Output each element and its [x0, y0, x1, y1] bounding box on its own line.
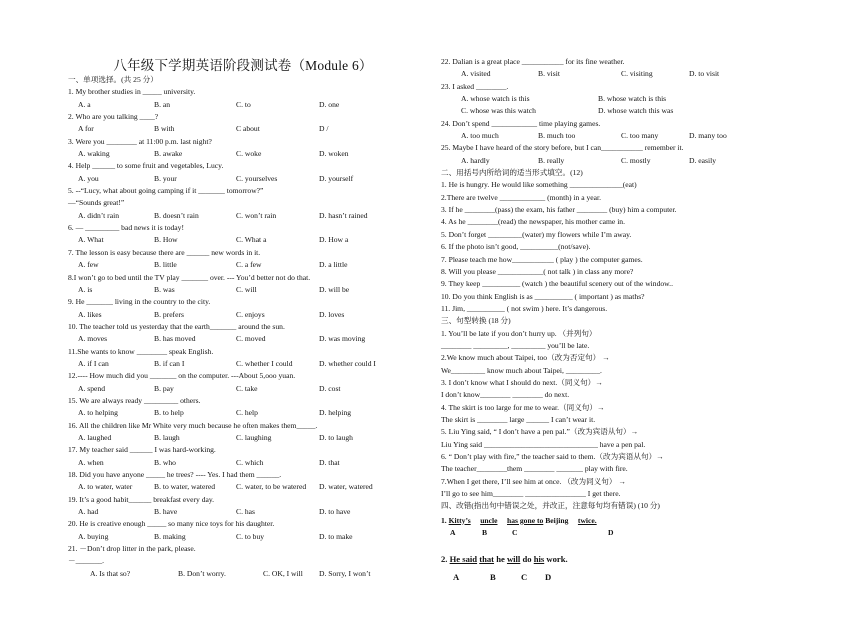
question-line: 19. It’s a good habit______ breakfast every day. [68, 494, 215, 504]
answer-option: C. to [236, 99, 251, 109]
answer-option: D. yourself [319, 173, 354, 183]
answer-option: D. that [319, 457, 340, 467]
question-line: 11.She wants to know ________ speak English. [68, 346, 214, 356]
question-line: 二、用括号内所给词的适当形式填空。(12) [441, 168, 583, 178]
question-line: 7. The lesson is easy because there are ______ new words in it. [68, 247, 261, 257]
answer-option: A. to helping [78, 408, 118, 418]
answer-option: B. have [154, 507, 178, 517]
question-line: 4. The skirt is too large for me to wear.（同义句）→ [441, 402, 605, 412]
question-line: 3. I don’t know what I should do next.（同义句）→ [441, 377, 603, 387]
answer-option: A. too much [461, 131, 499, 141]
answer-option: D. to laugh [319, 432, 353, 442]
answer-option: C. woke [236, 149, 262, 159]
question-line: 9. He _______ living in the country to the city. [68, 297, 211, 307]
answer-option: B. really [538, 155, 565, 165]
question-line: 4. Help ______ to some fruit and vegetables, Lucy. [68, 161, 224, 171]
right-questions [441, 56, 801, 513]
answer-options [68, 99, 418, 111]
question-line: 2.We know much about Taipei, too（改为否定句） → [441, 353, 610, 363]
answer-options [68, 210, 418, 222]
answer-options [441, 105, 801, 117]
answer-options [68, 309, 418, 321]
question-line: 5. Liu Ying said, “ I don’t have a pen pal.”（改为宾语从句）→ [441, 427, 639, 437]
answer-option: B. doesn’t rain [154, 210, 199, 220]
question-line: 12.---- How much did you _______ on the computer. ---About 5,ooo yuan. [68, 371, 296, 381]
answer-option: A. moves [78, 334, 108, 344]
answer-option: B. has moved [154, 334, 196, 344]
answer-options [68, 358, 418, 370]
answer-option: B. much too [538, 131, 576, 141]
answer-option: D. helping [319, 408, 352, 418]
answer-option: D. cost [319, 383, 341, 393]
error-correction-1: 1. Kitty’s uncle has gone to Beijing twice. [441, 515, 597, 525]
question-line: I’ll go to see him________ ________________ I get there. [441, 489, 621, 499]
question-line: 25. Maybe I have heard of the story before, but I can___________ remember it. [441, 143, 684, 153]
answer-option: A. Is that so? [90, 568, 131, 578]
answer-option: D. was moving [319, 334, 366, 344]
answer-option: B. prefers [154, 309, 184, 319]
answer-option: A. when [78, 457, 104, 467]
right-column [441, 0, 801, 587]
answer-option: A. waking [78, 149, 110, 159]
question-line: 6. If the photo isn’t good, __________(not/save). [441, 242, 591, 252]
question-line: 16. All the children like Mr White very much because he often makes them_____. [68, 420, 318, 430]
answer-option: A. if I can [78, 358, 109, 368]
question-line: 三、句型转换 (18 分) [441, 316, 511, 326]
answer-option: C. yourselves [236, 173, 278, 183]
answer-option: D. loves [319, 309, 345, 319]
question-line: 22. Dalian is a great place ___________ for its fine weather. [441, 57, 625, 66]
answer-option: D. many too [689, 131, 727, 141]
answer-option: B with [154, 124, 175, 134]
answer-option: D / [319, 124, 329, 134]
question-line: The teacher________them ________ _______ play with fire. [441, 464, 628, 474]
answer-option: A. didn’t rain [78, 210, 119, 220]
answer-option: B. making [154, 531, 186, 541]
answer-option: D. a little [319, 260, 348, 270]
answer-option: D. will be [319, 284, 350, 294]
question-line: 1. He is hungry. He would like something ______________(eat) [441, 180, 637, 190]
answer-option: B. awake [154, 149, 183, 159]
answer-option: C. What a [236, 235, 267, 245]
question-line: 21. －Don’t drop litter in the park, please. [68, 544, 196, 554]
question-line: The skirt is ________ large ______ I can’t wear it. [441, 414, 596, 424]
question-line: 15. We are always ready _________ others. [68, 395, 201, 405]
answer-option: C. laughing [236, 432, 272, 442]
answer-option: A. visited [461, 69, 491, 79]
answer-option: A. had [78, 507, 99, 517]
question-line: Liu Ying said ______________________________ have a pen pal. [441, 439, 646, 449]
answer-option: B. was [154, 284, 175, 294]
answer-option: A. to water, water [78, 482, 133, 492]
answer-option: C about [236, 124, 260, 134]
question-line: 一、单项选择。(共 25 分） [68, 75, 158, 84]
question-line: ________ _________, _________ you’ll be late. [441, 340, 590, 350]
answer-options [441, 155, 801, 167]
question-line: 3. Were you ________ at 11:00 p.m. last night? [68, 136, 212, 146]
answer-option: A. likes [78, 309, 102, 319]
answer-option: C. too many [621, 131, 659, 141]
answer-option: D. How a [319, 235, 349, 245]
answer-option: D. woken [319, 149, 349, 159]
answer-option: D. Sorry, I won’t [319, 568, 371, 578]
question-line: 7. Please teach me how___________ ( play ) the computer games. [441, 254, 643, 264]
answer-option: A. you [78, 173, 99, 183]
answer-option: D. whose watch this was [598, 106, 674, 116]
answer-option: A. laughed [78, 432, 112, 442]
question-line: 20. He is creative enough _____ so many nice toys for his daughter. [68, 519, 275, 529]
question-line: 四、改错(指出句中错误之处，并改正，注意每句均有错误) (10 分) [441, 501, 660, 511]
error-correction-2-options: A B C D [453, 572, 552, 583]
answer-option: A. whose watch is this [461, 94, 530, 104]
question-line: 8. Will you please ____________( not talk ) in class any more? [441, 266, 634, 276]
question-line: 10. Do you think English is as __________ ( important ) as maths? [441, 291, 645, 301]
question-line: —“Sounds great!” [68, 198, 125, 208]
answer-option: C. won’t rain [236, 210, 277, 220]
answer-option: A. a [78, 99, 91, 109]
answer-option: C. a few [236, 260, 262, 270]
answer-option: C. help [236, 408, 258, 418]
question-line: 9. They keep __________ (watch ) the beautiful scenery out of the window.. [441, 279, 673, 289]
question-line: 24. Don’t spend ____________ time playing games. [441, 118, 601, 128]
answer-options [68, 173, 418, 185]
answer-option: A. buying [78, 531, 109, 541]
question-line: 1. You’ll be late if you don’t hurry up. （并列句） [441, 328, 597, 338]
answer-option: A. hardly [461, 155, 490, 165]
answer-option: A. is [78, 284, 93, 294]
answer-option: B. pay [154, 383, 174, 393]
question-line: 5. --“Lucy, what about going camping if it _______ tomorrow?” [68, 186, 264, 196]
answer-option: C. has [236, 507, 255, 517]
question-line: 6. — _________ bad news it is today! [68, 223, 185, 233]
answer-options [68, 383, 418, 395]
answer-options [68, 259, 418, 271]
answer-option: B. to help [154, 408, 184, 418]
answer-option: C. visiting [621, 69, 653, 79]
answer-option: B. if can I [154, 358, 185, 368]
question-line: 4. As he ________(read) the newspaper, his mother came in. [441, 217, 626, 227]
left-column [68, 0, 418, 580]
answer-option: D. easily [689, 155, 716, 165]
answer-option: C. OK, I will [263, 568, 303, 578]
answer-options [68, 568, 418, 580]
answer-option: B. laugh [154, 432, 180, 442]
answer-option: B. visit [538, 69, 560, 79]
answer-options [68, 333, 418, 345]
question-line: I don’t know________ ________ do next. [441, 390, 570, 400]
question-line: 6. “ Don’t play with fire,” the teacher said to them.（改为宾语从句）→ [441, 452, 664, 461]
question-line: 17. My teacher said ______ I was hard-working. [68, 445, 216, 455]
answer-option: B. who [154, 457, 176, 467]
answer-option: D. one [319, 99, 340, 109]
answer-options [68, 148, 418, 160]
error-correction-2: 2. He said that he will do his work. [441, 554, 568, 565]
answer-option: A. What [78, 235, 104, 245]
question-line: 5. Don’t forget _________(water) my flowers while I’m away. [441, 229, 632, 239]
answer-option: C. enjoys [236, 309, 265, 319]
answer-options [68, 123, 418, 135]
question-line: 18. Did you have anyone _____ he trees? ---- Yes. I had them ______. [68, 470, 282, 479]
answer-option: D. to have [319, 507, 351, 517]
answer-options [68, 506, 418, 518]
answer-options [68, 531, 418, 543]
answer-options [441, 93, 801, 105]
answer-option: B. little [154, 260, 177, 270]
question-line: We_________ know much about Taipei, _________. [441, 365, 602, 375]
left-questions [68, 74, 418, 580]
question-line: 7.When I get there, I’ll see him at once. （改为同义句） → [441, 476, 626, 486]
answer-option: C. which [236, 457, 264, 467]
answer-option: B. How [154, 235, 178, 245]
answer-option: D. to make [319, 531, 353, 541]
answer-option: C. whose was this watch [461, 106, 536, 116]
answer-option: C. whether I could [236, 358, 293, 368]
question-line: 23. I asked ________. [441, 81, 509, 91]
answer-option: D. whether could I [319, 358, 376, 368]
answer-option: B. an [154, 99, 171, 109]
question-line: 2. Who are you talking ____? [68, 112, 159, 122]
answer-option: C. take [236, 383, 258, 393]
answer-options [441, 130, 801, 142]
question-line: 2.There are twelve ____________ (month) in a year. [441, 192, 602, 202]
answer-option: B. Don’t worry. [178, 568, 226, 578]
answer-option: C. mostly [621, 155, 651, 165]
answer-options [68, 432, 418, 444]
answer-option: C. will [236, 284, 257, 294]
answer-option: B. to water, watered [154, 482, 216, 492]
answer-option: B. whose watch is this [598, 94, 667, 104]
answer-option: A. spend [78, 383, 105, 393]
error-correction-1-options: A B C D [450, 528, 614, 538]
answer-option: C. moved [236, 334, 266, 344]
answer-options [441, 68, 801, 80]
answer-option: D. hasn’t rained [319, 210, 368, 220]
answer-options [68, 457, 418, 469]
question-line: 3. If he ________(pass) the exam, his father ________ (buy) him a computer. [441, 205, 677, 215]
answer-options [68, 481, 418, 493]
answer-options [68, 234, 418, 246]
answer-option: D. to visit [689, 69, 720, 79]
question-line: 8.I won’t go to bed until the TV play _______ over. --- You’d better not do that. [68, 272, 311, 282]
page-title: 八年级下学期英语阶段测试卷（Module 6） [113, 58, 373, 73]
question-line: 10. The teacher told us yesterday that the earth_______ around the sun. [68, 321, 285, 331]
question-line: 11. Jim, __________ ( not swim ) here. It’s dangerous. [441, 303, 608, 313]
answer-option: B. your [154, 173, 177, 183]
question-line: 1. My brother studies in _____ university. [68, 87, 196, 97]
answer-option: D. water, watered [319, 482, 373, 492]
answer-option: A. few [78, 260, 99, 270]
answer-option: C. to buy [236, 531, 265, 541]
answer-option: A for [78, 124, 94, 134]
answer-options [68, 284, 418, 296]
answer-option: C. water, to be watered [236, 482, 307, 492]
answer-options [68, 407, 418, 419]
question-line: －_______. [68, 556, 105, 566]
